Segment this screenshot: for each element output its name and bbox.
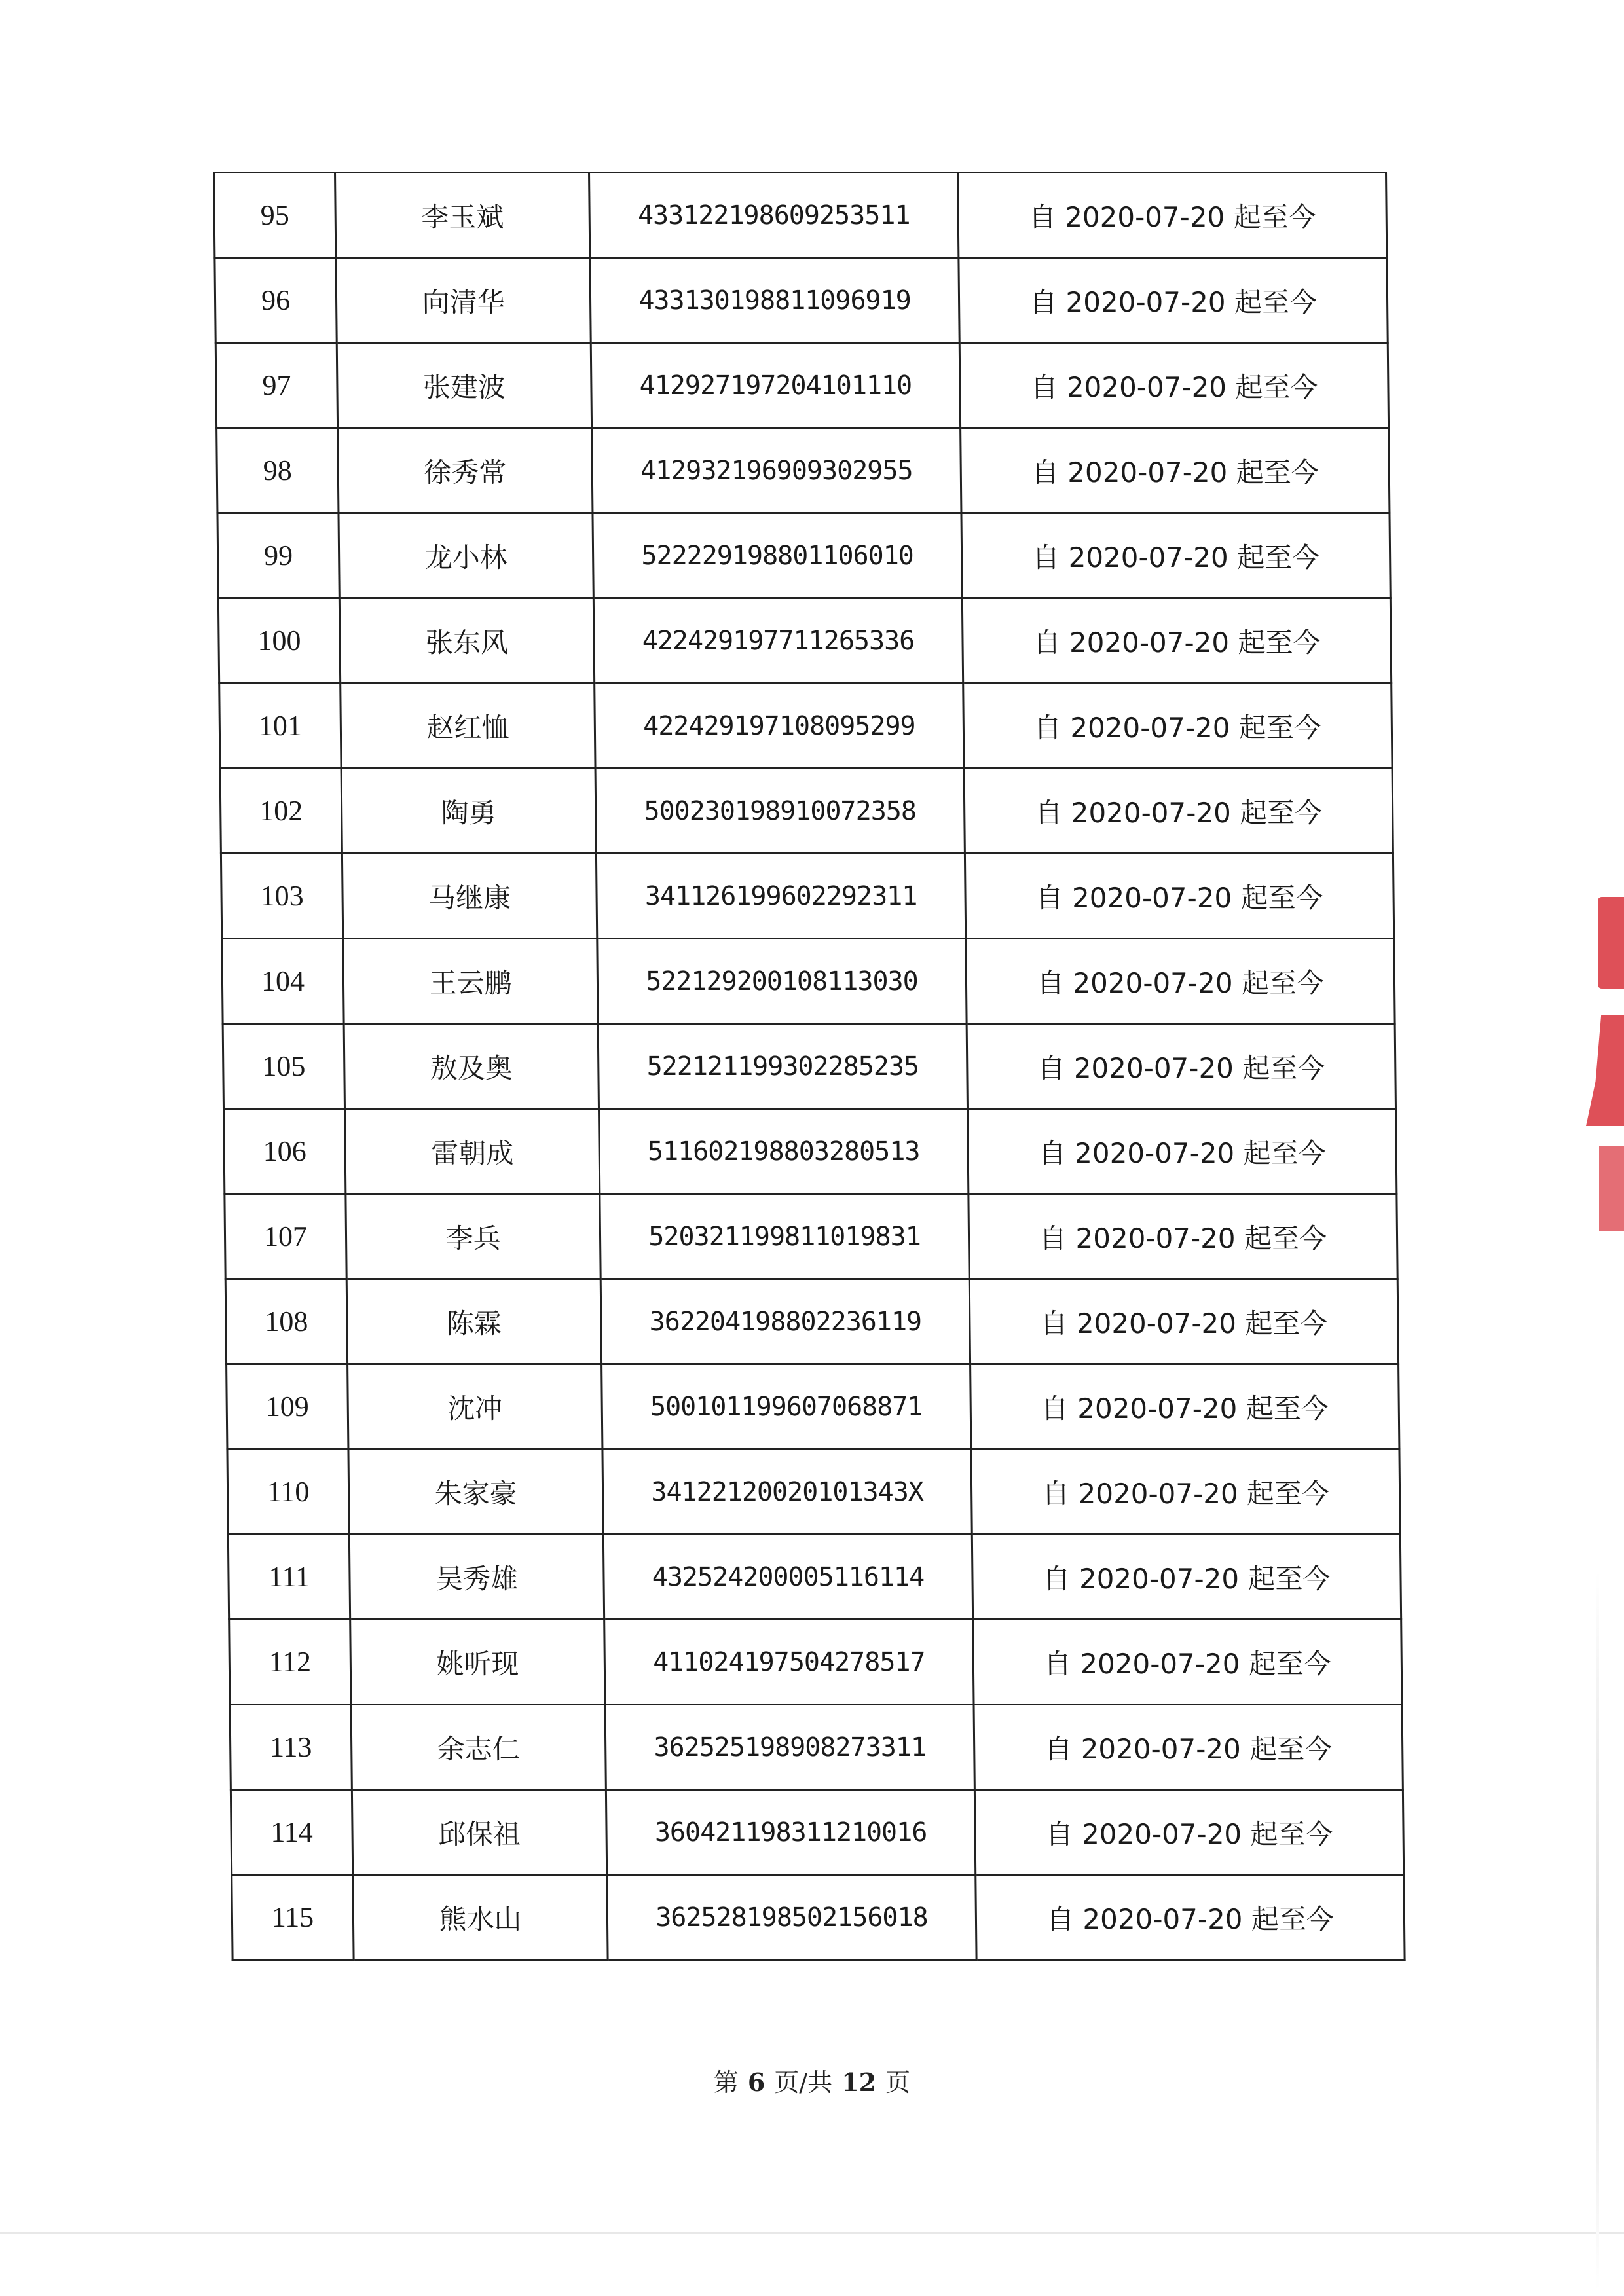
table-body — [214, 173, 1405, 1960]
period-cell: 自 2020-07-20 起至今 — [963, 683, 1392, 769]
period-cell: 自 2020-07-20 起至今 — [961, 513, 1390, 598]
table-row — [215, 258, 1388, 343]
table-row — [217, 513, 1390, 598]
row-number-cell: 99 — [217, 513, 339, 598]
footer-prefix: 第 — [713, 2068, 739, 2097]
id-number-cell: 433130198811096919 — [590, 258, 959, 343]
id-number-cell: 422429197711265336 — [593, 598, 963, 683]
row-number-cell: 104 — [222, 939, 344, 1024]
id-number-cell: 362528198502156018 — [607, 1875, 976, 1960]
seal-stamp-fragment — [1578, 877, 1624, 1244]
period-cell: 自 2020-07-20 起至今 — [967, 1109, 1396, 1194]
personnel-table — [213, 172, 1406, 1961]
table-row — [218, 598, 1391, 683]
seal-mark-bottom — [1599, 1146, 1624, 1231]
table-row — [228, 1535, 1401, 1620]
table-row — [230, 1705, 1403, 1790]
period-cell: 自 2020-07-20 起至今 — [976, 1875, 1405, 1960]
footer-middle: 页/共 — [774, 2068, 833, 2097]
id-number-cell: 522229198801106010 — [593, 513, 962, 598]
footer-total-pages: 12 — [841, 2068, 877, 2097]
name-cell: 王云鹏 — [343, 939, 598, 1024]
id-number-cell: 34122120020101343X — [602, 1449, 972, 1535]
name-cell: 马继康 — [342, 854, 597, 939]
name-cell: 张建波 — [337, 343, 591, 428]
row-number-cell: 109 — [227, 1364, 348, 1449]
period-cell: 自 2020-07-20 起至今 — [964, 769, 1393, 854]
period-cell: 自 2020-07-20 起至今 — [973, 1620, 1402, 1705]
name-cell: 李兵 — [346, 1194, 600, 1279]
id-number-cell: 500230198910072358 — [595, 769, 965, 854]
name-cell: 沈冲 — [348, 1364, 602, 1449]
name-cell: 徐秀常 — [338, 428, 593, 513]
period-cell: 自 2020-07-20 起至今 — [959, 343, 1388, 428]
row-number-cell: 95 — [214, 173, 336, 258]
table-row — [222, 939, 1395, 1024]
row-number-cell: 100 — [218, 598, 340, 683]
period-cell: 自 2020-07-20 起至今 — [958, 173, 1387, 258]
name-cell: 朱家豪 — [348, 1449, 603, 1535]
name-cell: 熊水山 — [353, 1875, 608, 1960]
name-cell: 邱保祖 — [352, 1790, 606, 1875]
row-number-cell: 113 — [230, 1705, 352, 1790]
table-row — [215, 343, 1388, 428]
table-row — [214, 173, 1387, 258]
table-row — [219, 683, 1392, 769]
row-number-cell: 97 — [215, 343, 337, 428]
id-number-cell: 500101199607068871 — [602, 1364, 971, 1449]
id-number-cell: 341126199602292311 — [596, 854, 965, 939]
id-number-cell: 432524200005116114 — [603, 1535, 972, 1620]
page-footer — [0, 2062, 1624, 2098]
period-cell: 自 2020-07-20 起至今 — [972, 1535, 1401, 1620]
table-row — [220, 769, 1393, 854]
name-cell: 龙小林 — [339, 513, 593, 598]
name-cell: 雷朝成 — [344, 1109, 599, 1194]
name-cell: 余志仁 — [351, 1705, 606, 1790]
period-cell: 自 2020-07-20 起至今 — [959, 258, 1388, 343]
period-cell: 自 2020-07-20 起至今 — [970, 1364, 1399, 1449]
row-number-cell: 114 — [231, 1790, 352, 1875]
id-number-cell: 422429197108095299 — [595, 683, 964, 769]
name-cell: 陶勇 — [341, 769, 596, 854]
period-cell: 自 2020-07-20 起至今 — [966, 939, 1395, 1024]
name-cell: 敖及奥 — [344, 1024, 599, 1109]
table-row — [227, 1364, 1399, 1449]
table-row — [225, 1194, 1397, 1279]
row-number-cell: 106 — [223, 1109, 345, 1194]
period-cell: 自 2020-07-20 起至今 — [961, 428, 1390, 513]
table-row — [225, 1279, 1398, 1364]
table-row — [221, 854, 1393, 939]
name-cell: 赵红恤 — [341, 683, 595, 769]
footer-page-number: 6 — [747, 2068, 766, 2097]
period-cell: 自 2020-07-20 起至今 — [962, 598, 1391, 683]
scan-edge-line — [0, 2232, 1624, 2234]
table-row — [223, 1024, 1395, 1109]
row-number-cell: 96 — [215, 258, 337, 343]
row-number-cell: 102 — [220, 769, 342, 854]
row-number-cell: 101 — [219, 683, 341, 769]
id-number-cell: 520321199811019831 — [600, 1194, 969, 1279]
period-cell: 自 2020-07-20 起至今 — [965, 854, 1393, 939]
id-number-cell: 433122198609253511 — [589, 173, 959, 258]
row-number-cell: 115 — [232, 1875, 354, 1960]
id-number-cell: 360421198311210016 — [606, 1790, 975, 1875]
row-number-cell: 111 — [228, 1535, 350, 1620]
id-number-cell: 412932196909302955 — [592, 428, 961, 513]
footer-suffix: 页 — [885, 2068, 911, 2097]
name-cell: 向清华 — [336, 258, 591, 343]
period-cell: 自 2020-07-20 起至今 — [974, 1705, 1403, 1790]
scan-edge-shadow — [1596, 1571, 1599, 2291]
id-number-cell: 362525198908273311 — [605, 1705, 974, 1790]
row-number-cell: 107 — [225, 1194, 346, 1279]
id-number-cell: 412927197204101110 — [591, 343, 960, 428]
period-cell: 自 2020-07-20 起至今 — [967, 1024, 1395, 1109]
id-number-cell: 522129200108113030 — [597, 939, 967, 1024]
seal-mark-middle — [1586, 1015, 1624, 1126]
row-number-cell: 103 — [221, 854, 342, 939]
table-container — [213, 172, 1396, 1961]
name-cell: 张东风 — [339, 598, 594, 683]
name-cell: 李玉斌 — [335, 173, 590, 258]
table-row — [229, 1620, 1402, 1705]
period-cell: 自 2020-07-20 起至今 — [974, 1790, 1403, 1875]
id-number-cell: 362204198802236119 — [600, 1279, 970, 1364]
seal-mark-top — [1598, 897, 1624, 989]
table-row — [217, 428, 1390, 513]
row-number-cell: 98 — [217, 428, 339, 513]
row-number-cell: 108 — [225, 1279, 347, 1364]
name-cell: 陈霖 — [346, 1279, 601, 1364]
row-number-cell: 112 — [229, 1620, 351, 1705]
table-row — [223, 1109, 1396, 1194]
table-row — [231, 1790, 1403, 1875]
period-cell: 自 2020-07-20 起至今 — [969, 1194, 1397, 1279]
table-row — [232, 1875, 1405, 1960]
id-number-cell: 511602198803280513 — [599, 1109, 968, 1194]
id-number-cell: 522121199302285235 — [598, 1024, 967, 1109]
table-row — [227, 1449, 1400, 1535]
row-number-cell: 110 — [227, 1449, 349, 1535]
period-cell: 自 2020-07-20 起至今 — [969, 1279, 1398, 1364]
id-number-cell: 411024197504278517 — [604, 1620, 974, 1705]
name-cell: 吴秀雄 — [349, 1535, 604, 1620]
name-cell: 姚听现 — [350, 1620, 605, 1705]
row-number-cell: 105 — [223, 1024, 344, 1109]
period-cell: 自 2020-07-20 起至今 — [971, 1449, 1400, 1535]
